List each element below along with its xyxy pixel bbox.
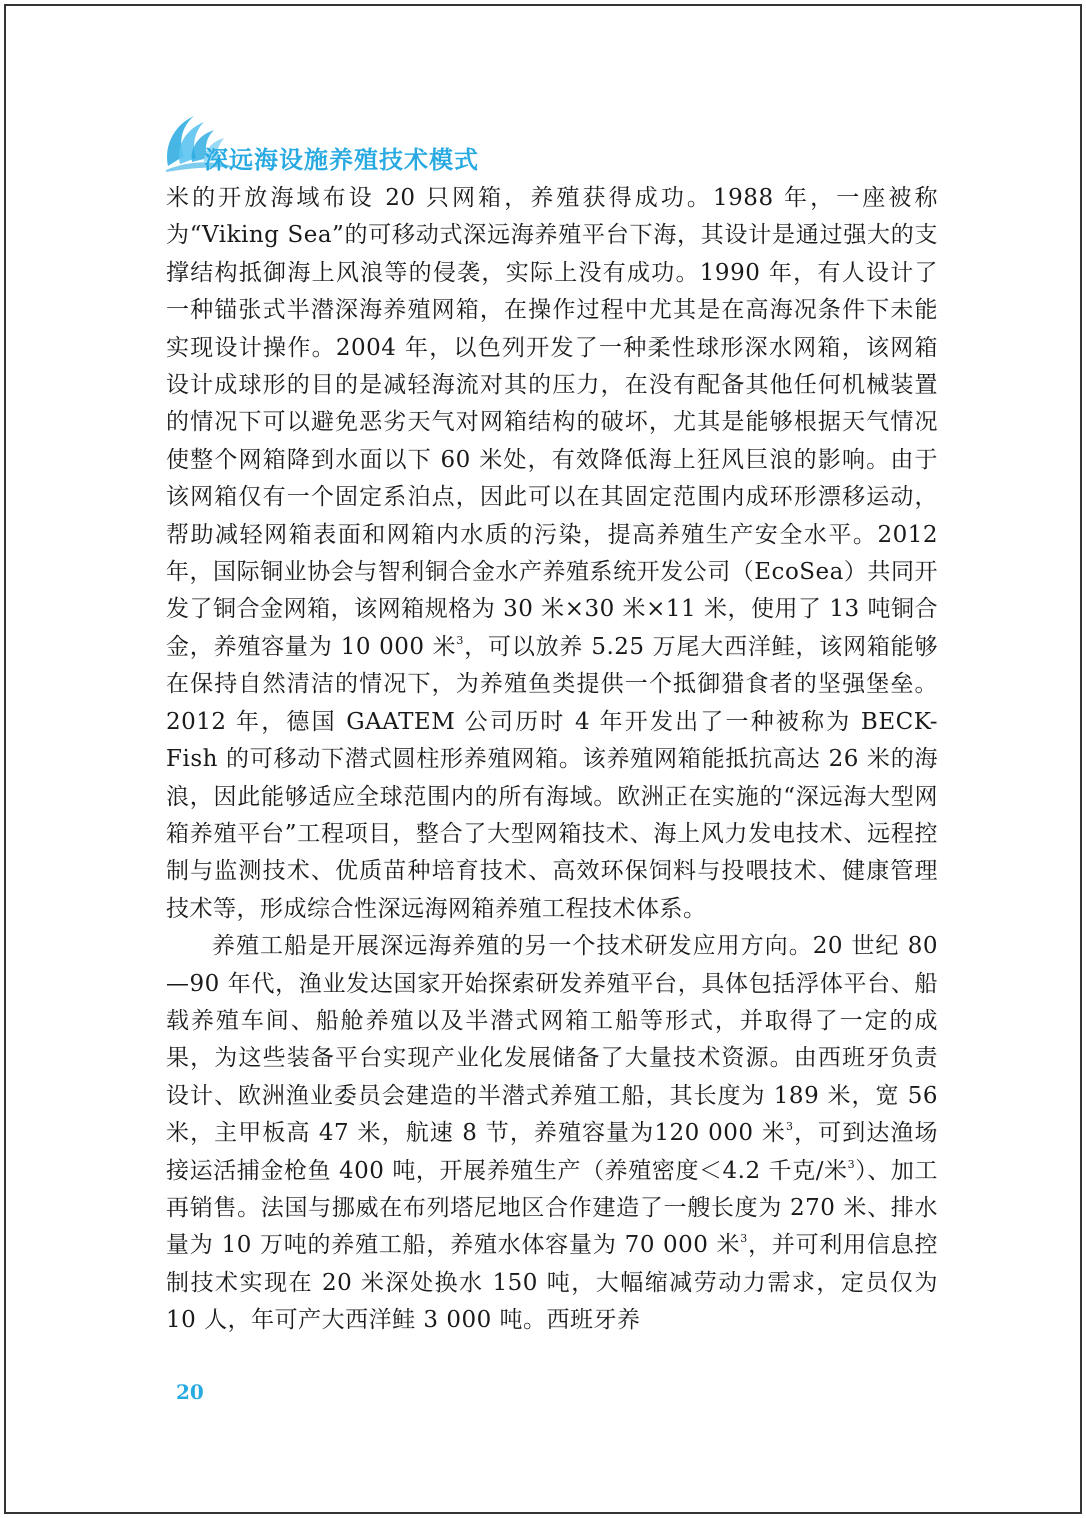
text-run: ，并可利用信息控制技术实现在 20 米深处换水 150 吨，大幅缩减劳动力需求，定员仅为 10 人，年可产大西洋鲑 3 000 吨。西班牙养 [166,1232,938,1334]
text-run: ，可到达渔场接运活捕金枪鱼 400 吨，开展养殖生产（养殖密度＜4.2 千克/米 [166,1120,939,1184]
text-run: ，可以放养 5.25 万尾大西洋鲑，该网箱能够在保持自然清洁的情况下，为养殖鱼类提供一个抵御猎食者的坚强堡垒。2012 年，德国 GAATEM 公司历时 4 年开发出了一种被称为 BECK-Fish 的可移动下潜式圆柱形养殖网箱。该养殖网箱能抵抗高达 26 米的海浪，因此能够适应全球范围内的所有海域。欧洲正在实施的“深远海大型网箱养殖平台”工程项目，整合了大型网箱技术、海上风力发电技术、远程控制与监测技术、优质苗种培育技术、高效环保饲料与投喂技术、健康管理技术等，形成综合性深远海网箱养殖工程技术体系。 [166,633,938,922]
page-number: 20 [176,1380,204,1404]
paragraph [166,928,938,1339]
superscript: 3 [847,1157,856,1171]
paragraph [166,180,938,928]
text-run: ）、加工再销售。法国与挪威在布列塔尼地区合作建造了一艘长度为 270 米、排水量为 10 万吨的养殖工船，养殖水体容量为 70 000 米 [166,1157,938,1259]
superscript: 3 [456,633,464,647]
book-title: 深远海设施养殖技术模式 [204,146,479,174]
body-text [166,180,938,1340]
superscript: 3 [786,1120,794,1134]
running-header [160,108,580,174]
text-run: 养殖工船是开展深远海养殖的另一个技术研发应用方向。20 世纪 80—90 年代，渔业发达国家开始探索研发养殖平台，具体包括浮体平台、船载养殖车间、船舱养殖以及半潜式网箱工船等形式，并取得了一定的成果，为这些装备平台实现产业化发展储备了大量技术资源。由西班牙负责设计、欧洲渔业委员会建造的半潜式养殖工船，其长度为 189 米，宽 56 米，主甲板高 47 米，航速 8 节，养殖容量为120 000 米 [166,933,938,1147]
superscript: 3 [740,1232,748,1246]
text-run: 米的开放海域布设 20 只网箱，养殖获得成功。1988 年，一座被称为“Viking Sea”的可移动式深远海养殖平台下海，其设计是通过强大的支撑结构抵御海上风浪等的侵袭，实际上没有成功。1990 年，有人设计了一种锚张式半潜深海养殖网箱，在操作过程中尤其是在高海况条件下未能实现设计操作。2004 年，以色列开发了一种柔性球形深水网箱，该网箱设计成球形的目的是减轻海流对其的压力，在没有配备其他任何机械装置的情况下可以避免恶劣天气对网箱结构的破坏，尤其是能够根据天气情况使整个网箱降到水面以下 60 米处，有效降低海上狂风巨浪的影响。由于该网箱仅有一个固定系泊点，因此可以在其固定范围内成环形漂移运动，帮助减轻网箱表面和网箱内水质的污染，提高养殖生产安全水平。2012 年，国际铜业协会与智利铜合金水产养殖系统开发公司（EcoSea）共同开发了铜合金网箱，该网箱规格为 30 米×30 米×11 米，使用了 13 吨铜合金，养殖容量为 10 000 米 [166,185,938,660]
